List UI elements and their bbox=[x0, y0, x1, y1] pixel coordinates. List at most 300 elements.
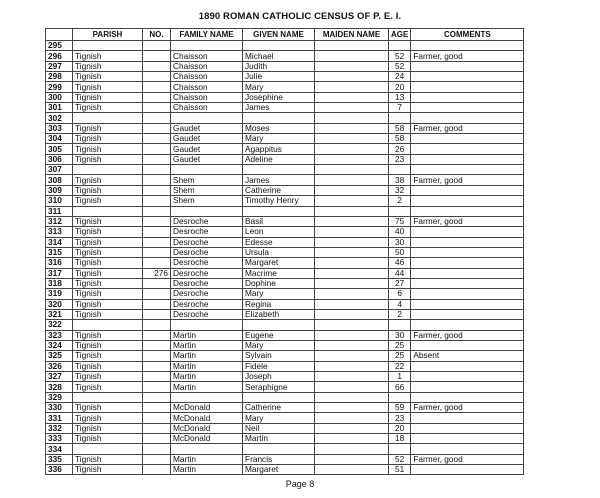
family-name-cell: Desroche bbox=[171, 309, 243, 319]
table-row bbox=[46, 320, 524, 330]
parish-cell bbox=[73, 113, 143, 123]
age-cell: 25 bbox=[389, 340, 411, 350]
row-number-cell: 333 bbox=[46, 434, 73, 444]
age-cell: 58 bbox=[389, 134, 411, 144]
family-name-cell: Shem bbox=[171, 196, 243, 206]
comments-cell bbox=[411, 434, 524, 444]
family-name-cell: Gaudet bbox=[171, 144, 243, 154]
age-cell: 20 bbox=[389, 423, 411, 433]
given-name-cell: Mary bbox=[243, 340, 315, 350]
age-cell bbox=[389, 206, 411, 216]
age-cell: 7 bbox=[389, 103, 411, 113]
maiden-name-cell bbox=[315, 330, 389, 340]
given-name-cell: Eugene bbox=[243, 330, 315, 340]
given-name-cell: Margaret bbox=[243, 465, 315, 475]
given-name-cell: Judith bbox=[243, 61, 315, 71]
row-number-cell: 312 bbox=[46, 216, 73, 226]
header-no: NO. bbox=[143, 29, 171, 41]
table-row bbox=[46, 206, 524, 216]
maiden-name-cell bbox=[315, 165, 389, 175]
given-name-cell: Leon bbox=[243, 227, 315, 237]
number-cell bbox=[143, 216, 171, 226]
page-number: Page 8 bbox=[285, 479, 315, 489]
comments-cell bbox=[411, 340, 524, 350]
age-cell: 1 bbox=[389, 372, 411, 382]
given-name-cell: Dophine bbox=[243, 278, 315, 288]
parish-cell: Tignish bbox=[73, 72, 143, 82]
age-cell: 4 bbox=[389, 299, 411, 309]
table-row bbox=[46, 258, 524, 268]
comments-cell bbox=[411, 392, 524, 402]
parish-cell: Tignish bbox=[73, 82, 143, 92]
row-number-cell: 298 bbox=[46, 72, 73, 82]
family-name-cell: Chaisson bbox=[171, 92, 243, 102]
header-age: AGE bbox=[389, 29, 411, 41]
comments-cell bbox=[411, 196, 524, 206]
given-name-cell: Basil bbox=[243, 216, 315, 226]
maiden-name-cell bbox=[315, 278, 389, 288]
parish-cell: Tignish bbox=[73, 237, 143, 247]
parish-cell: Tignish bbox=[73, 61, 143, 71]
number-cell bbox=[143, 206, 171, 216]
row-number-cell: 300 bbox=[46, 92, 73, 102]
number-cell bbox=[143, 340, 171, 350]
row-number-cell: 311 bbox=[46, 206, 73, 216]
row-number-cell: 326 bbox=[46, 361, 73, 371]
table-row bbox=[46, 144, 524, 154]
number-cell bbox=[143, 82, 171, 92]
comments-cell bbox=[411, 372, 524, 382]
parish-cell: Tignish bbox=[73, 413, 143, 423]
table-row bbox=[46, 247, 524, 257]
parish-cell: Tignish bbox=[73, 144, 143, 154]
age-cell: 58 bbox=[389, 123, 411, 133]
number-cell bbox=[143, 134, 171, 144]
number-cell bbox=[143, 72, 171, 82]
given-name-cell bbox=[243, 320, 315, 330]
comments-cell bbox=[411, 144, 524, 154]
row-number-cell: 331 bbox=[46, 413, 73, 423]
given-name-cell bbox=[243, 165, 315, 175]
age-cell bbox=[389, 444, 411, 454]
table-row bbox=[46, 465, 524, 475]
header-rownum bbox=[46, 29, 73, 41]
parish-cell: Tignish bbox=[73, 196, 143, 206]
family-name-cell: Desroche bbox=[171, 299, 243, 309]
parish-cell bbox=[73, 320, 143, 330]
maiden-name-cell bbox=[315, 196, 389, 206]
parish-cell: Tignish bbox=[73, 423, 143, 433]
family-name-cell bbox=[171, 165, 243, 175]
header-given-name: GIVEN NAME bbox=[243, 29, 315, 41]
maiden-name-cell bbox=[315, 92, 389, 102]
comments-cell bbox=[411, 268, 524, 278]
maiden-name-cell bbox=[315, 237, 389, 247]
age-cell: 18 bbox=[389, 434, 411, 444]
comments-cell bbox=[411, 72, 524, 82]
age-cell: 23 bbox=[389, 154, 411, 164]
given-name-cell: Seraphigne bbox=[243, 382, 315, 392]
family-name-cell: McDonald bbox=[171, 423, 243, 433]
given-name-cell bbox=[243, 41, 315, 51]
number-cell bbox=[143, 92, 171, 102]
family-name-cell: Desroche bbox=[171, 278, 243, 288]
maiden-name-cell bbox=[315, 351, 389, 361]
table-row bbox=[46, 382, 524, 392]
given-name-cell: Timothy Henry bbox=[243, 196, 315, 206]
comments-cell bbox=[411, 185, 524, 195]
maiden-name-cell bbox=[315, 289, 389, 299]
comments-cell bbox=[411, 309, 524, 319]
given-name-cell: Catherine bbox=[243, 185, 315, 195]
given-name-cell: Moses bbox=[243, 123, 315, 133]
census-table bbox=[45, 28, 524, 475]
family-name-cell bbox=[171, 392, 243, 402]
number-cell bbox=[143, 299, 171, 309]
comments-cell: Absent bbox=[411, 351, 524, 361]
family-name-cell bbox=[171, 320, 243, 330]
comments-cell bbox=[411, 299, 524, 309]
number-cell bbox=[143, 423, 171, 433]
family-name-cell: Gaudet bbox=[171, 134, 243, 144]
number-cell bbox=[143, 123, 171, 133]
comments-cell bbox=[411, 206, 524, 216]
age-cell: 51 bbox=[389, 465, 411, 475]
maiden-name-cell bbox=[315, 413, 389, 423]
number-cell bbox=[143, 309, 171, 319]
row-number-cell: 310 bbox=[46, 196, 73, 206]
row-number-cell: 309 bbox=[46, 185, 73, 195]
table-row bbox=[46, 361, 524, 371]
given-name-cell: Agappitus bbox=[243, 144, 315, 154]
family-name-cell bbox=[171, 206, 243, 216]
given-name-cell: Regina bbox=[243, 299, 315, 309]
row-number-cell: 313 bbox=[46, 227, 73, 237]
given-name-cell: Joseph bbox=[243, 372, 315, 382]
age-cell: 27 bbox=[389, 278, 411, 288]
family-name-cell bbox=[171, 444, 243, 454]
row-number-cell: 297 bbox=[46, 61, 73, 71]
given-name-cell: Catherine bbox=[243, 403, 315, 413]
comments-cell bbox=[411, 320, 524, 330]
number-cell bbox=[143, 434, 171, 444]
parish-cell: Tignish bbox=[73, 340, 143, 350]
parish-cell: Tignish bbox=[73, 434, 143, 444]
parish-cell: Tignish bbox=[73, 403, 143, 413]
number-cell bbox=[143, 61, 171, 71]
row-number-cell: 318 bbox=[46, 278, 73, 288]
given-name-cell: Sylvain bbox=[243, 351, 315, 361]
comments-cell bbox=[411, 413, 524, 423]
maiden-name-cell bbox=[315, 423, 389, 433]
maiden-name-cell bbox=[315, 258, 389, 268]
number-cell bbox=[143, 51, 171, 61]
comments-cell: Farmer, good bbox=[411, 175, 524, 185]
comments-cell bbox=[411, 444, 524, 454]
table-row bbox=[46, 340, 524, 350]
row-number-cell: 324 bbox=[46, 340, 73, 350]
table-row bbox=[46, 403, 524, 413]
document-title: 1890 ROMAN CATHOLIC CENSUS OF P. E. I. bbox=[198, 11, 402, 22]
family-name-cell: Martin bbox=[171, 454, 243, 464]
family-name-cell: McDonald bbox=[171, 434, 243, 444]
age-cell: 38 bbox=[389, 175, 411, 185]
number-cell bbox=[143, 403, 171, 413]
comments-cell: Farmer, good bbox=[411, 51, 524, 61]
given-name-cell: Adeline bbox=[243, 154, 315, 164]
family-name-cell: Martin bbox=[171, 361, 243, 371]
maiden-name-cell bbox=[315, 154, 389, 164]
row-number-cell: 336 bbox=[46, 465, 73, 475]
family-name-cell bbox=[171, 41, 243, 51]
family-name-cell: Shem bbox=[171, 175, 243, 185]
age-cell: 23 bbox=[389, 413, 411, 423]
comments-cell bbox=[411, 465, 524, 475]
table-row bbox=[46, 41, 524, 51]
table-row bbox=[46, 92, 524, 102]
comments-cell bbox=[411, 423, 524, 433]
given-name-cell: Mary bbox=[243, 289, 315, 299]
number-cell bbox=[143, 154, 171, 164]
number-cell bbox=[143, 351, 171, 361]
number-cell bbox=[143, 103, 171, 113]
age-cell: 50 bbox=[389, 247, 411, 257]
row-number-cell: 329 bbox=[46, 392, 73, 402]
number-cell bbox=[143, 278, 171, 288]
parish-cell: Tignish bbox=[73, 123, 143, 133]
row-number-cell: 303 bbox=[46, 123, 73, 133]
number-cell bbox=[143, 247, 171, 257]
table-row bbox=[46, 134, 524, 144]
maiden-name-cell bbox=[315, 144, 389, 154]
age-cell: 44 bbox=[389, 268, 411, 278]
age-cell: 52 bbox=[389, 61, 411, 71]
maiden-name-cell bbox=[315, 175, 389, 185]
maiden-name-cell bbox=[315, 434, 389, 444]
family-name-cell: McDonald bbox=[171, 403, 243, 413]
age-cell: 46 bbox=[389, 258, 411, 268]
given-name-cell: James bbox=[243, 103, 315, 113]
parish-cell: Tignish bbox=[73, 227, 143, 237]
family-name-cell: Desroche bbox=[171, 268, 243, 278]
maiden-name-cell bbox=[315, 309, 389, 319]
given-name-cell: Francis bbox=[243, 454, 315, 464]
header-row bbox=[46, 29, 524, 41]
number-cell bbox=[143, 185, 171, 195]
parish-cell: Tignish bbox=[73, 454, 143, 464]
number-cell bbox=[143, 372, 171, 382]
table-row bbox=[46, 330, 524, 340]
comments-cell bbox=[411, 237, 524, 247]
given-name-cell bbox=[243, 392, 315, 402]
family-name-cell: McDonald bbox=[171, 413, 243, 423]
given-name-cell: Macrime bbox=[243, 268, 315, 278]
table-row bbox=[46, 237, 524, 247]
maiden-name-cell bbox=[315, 227, 389, 237]
age-cell bbox=[389, 41, 411, 51]
age-cell: 32 bbox=[389, 185, 411, 195]
maiden-name-cell bbox=[315, 51, 389, 61]
comments-cell bbox=[411, 134, 524, 144]
parish-cell: Tignish bbox=[73, 330, 143, 340]
row-number-cell: 317 bbox=[46, 268, 73, 278]
family-name-cell: Chaisson bbox=[171, 103, 243, 113]
parish-cell: Tignish bbox=[73, 216, 143, 226]
table-row bbox=[46, 444, 524, 454]
given-name-cell: Elizabeth bbox=[243, 309, 315, 319]
given-name-cell bbox=[243, 206, 315, 216]
age-cell: 75 bbox=[389, 216, 411, 226]
parish-cell bbox=[73, 165, 143, 175]
family-name-cell: Martin bbox=[171, 351, 243, 361]
number-cell bbox=[143, 330, 171, 340]
family-name-cell bbox=[171, 113, 243, 123]
parish-cell: Tignish bbox=[73, 309, 143, 319]
row-number-cell: 316 bbox=[46, 258, 73, 268]
parish-cell bbox=[73, 444, 143, 454]
table-row bbox=[46, 154, 524, 164]
comments-cell bbox=[411, 165, 524, 175]
given-name-cell bbox=[243, 113, 315, 123]
family-name-cell: Desroche bbox=[171, 258, 243, 268]
table-row bbox=[46, 196, 524, 206]
header-comments: COMMENTS bbox=[411, 29, 524, 41]
maiden-name-cell bbox=[315, 185, 389, 195]
row-number-cell: 319 bbox=[46, 289, 73, 299]
table-row bbox=[46, 113, 524, 123]
parish-cell: Tignish bbox=[73, 351, 143, 361]
parish-cell: Tignish bbox=[73, 278, 143, 288]
family-name-cell: Shem bbox=[171, 185, 243, 195]
maiden-name-cell bbox=[315, 454, 389, 464]
row-number-cell: 315 bbox=[46, 247, 73, 257]
table-row bbox=[46, 392, 524, 402]
number-cell bbox=[143, 196, 171, 206]
maiden-name-cell bbox=[315, 216, 389, 226]
number-cell bbox=[143, 289, 171, 299]
maiden-name-cell bbox=[315, 41, 389, 51]
age-cell bbox=[389, 392, 411, 402]
age-cell: 2 bbox=[389, 196, 411, 206]
number-cell bbox=[143, 465, 171, 475]
row-number-cell: 325 bbox=[46, 351, 73, 361]
table-row bbox=[46, 372, 524, 382]
parish-cell: Tignish bbox=[73, 465, 143, 475]
row-number-cell: 332 bbox=[46, 423, 73, 433]
parish-cell: Tignish bbox=[73, 382, 143, 392]
number-cell bbox=[143, 361, 171, 371]
age-cell: 6 bbox=[389, 289, 411, 299]
maiden-name-cell bbox=[315, 61, 389, 71]
comments-cell: Farmer, good bbox=[411, 330, 524, 340]
table-row bbox=[46, 72, 524, 82]
maiden-name-cell bbox=[315, 268, 389, 278]
given-name-cell: Mary bbox=[243, 82, 315, 92]
given-name-cell: Ursula bbox=[243, 247, 315, 257]
comments-cell bbox=[411, 41, 524, 51]
age-cell: 24 bbox=[389, 72, 411, 82]
parish-cell: Tignish bbox=[73, 289, 143, 299]
parish-cell: Tignish bbox=[73, 299, 143, 309]
row-number-cell: 335 bbox=[46, 454, 73, 464]
maiden-name-cell bbox=[315, 361, 389, 371]
age-cell: 30 bbox=[389, 237, 411, 247]
parish-cell: Tignish bbox=[73, 185, 143, 195]
family-name-cell: Desroche bbox=[171, 227, 243, 237]
parish-cell: Tignish bbox=[73, 103, 143, 113]
parish-cell: Tignish bbox=[73, 372, 143, 382]
family-name-cell: Martin bbox=[171, 372, 243, 382]
given-name-cell: Edesse bbox=[243, 237, 315, 247]
table-row bbox=[46, 103, 524, 113]
maiden-name-cell bbox=[315, 247, 389, 257]
table-row bbox=[46, 278, 524, 288]
row-number-cell: 322 bbox=[46, 320, 73, 330]
table-row bbox=[46, 216, 524, 226]
table-row bbox=[46, 227, 524, 237]
given-name-cell: James bbox=[243, 175, 315, 185]
table-row bbox=[46, 61, 524, 71]
row-number-cell: 299 bbox=[46, 82, 73, 92]
maiden-name-cell bbox=[315, 403, 389, 413]
comments-cell: Farmer, good bbox=[411, 403, 524, 413]
maiden-name-cell bbox=[315, 82, 389, 92]
row-number-cell: 302 bbox=[46, 113, 73, 123]
table-row bbox=[46, 454, 524, 464]
family-name-cell: Gaudet bbox=[171, 123, 243, 133]
given-name-cell: Mary bbox=[243, 134, 315, 144]
number-cell bbox=[143, 113, 171, 123]
row-number-cell: 328 bbox=[46, 382, 73, 392]
number-cell bbox=[143, 165, 171, 175]
table-row bbox=[46, 123, 524, 133]
maiden-name-cell bbox=[315, 299, 389, 309]
maiden-name-cell bbox=[315, 465, 389, 475]
row-number-cell: 307 bbox=[46, 165, 73, 175]
parish-cell: Tignish bbox=[73, 92, 143, 102]
given-name-cell: Martin bbox=[243, 434, 315, 444]
header-family-name: FAMILY NAME bbox=[171, 29, 243, 41]
parish-cell: Tignish bbox=[73, 175, 143, 185]
maiden-name-cell bbox=[315, 444, 389, 454]
number-cell bbox=[143, 320, 171, 330]
table-row bbox=[46, 175, 524, 185]
family-name-cell: Chaisson bbox=[171, 72, 243, 82]
family-name-cell: Martin bbox=[171, 330, 243, 340]
table-row bbox=[46, 423, 524, 433]
parish-cell bbox=[73, 392, 143, 402]
row-number-cell: 321 bbox=[46, 309, 73, 319]
age-cell bbox=[389, 113, 411, 123]
table-row bbox=[46, 82, 524, 92]
row-number-cell: 323 bbox=[46, 330, 73, 340]
maiden-name-cell bbox=[315, 103, 389, 113]
row-number-cell: 334 bbox=[46, 444, 73, 454]
row-number-cell: 296 bbox=[46, 51, 73, 61]
maiden-name-cell bbox=[315, 320, 389, 330]
table-row bbox=[46, 309, 524, 319]
family-name-cell: Desroche bbox=[171, 247, 243, 257]
age-cell bbox=[389, 320, 411, 330]
family-name-cell: Desroche bbox=[171, 216, 243, 226]
header-parish: PARISH bbox=[73, 29, 143, 41]
maiden-name-cell bbox=[315, 206, 389, 216]
maiden-name-cell bbox=[315, 372, 389, 382]
parish-cell: Tignish bbox=[73, 247, 143, 257]
comments-cell bbox=[411, 227, 524, 237]
parish-cell: Tignish bbox=[73, 258, 143, 268]
row-number-cell: 301 bbox=[46, 103, 73, 113]
